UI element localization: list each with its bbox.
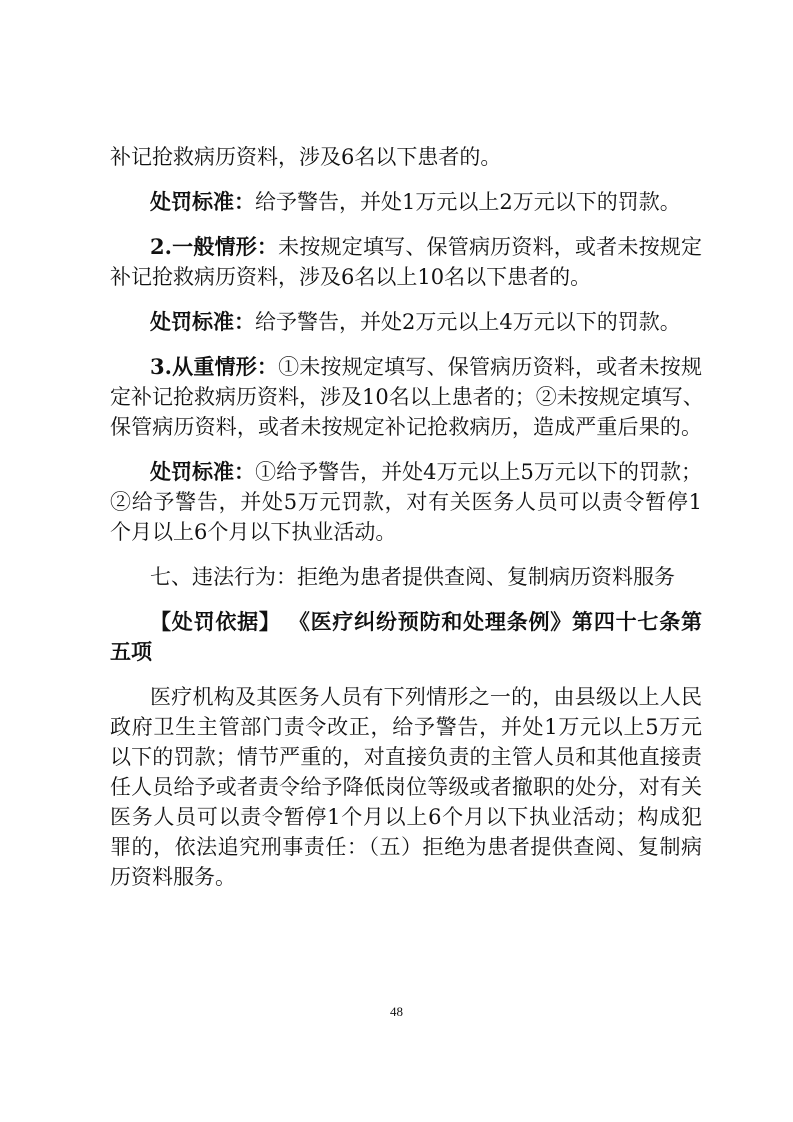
severe-case-label: 3.从重情形： — [150, 354, 279, 379]
penalty-standard-label: 处罚标准： — [150, 309, 255, 334]
text-line: 补记抢救病历资料，涉及6名以下患者的。 — [110, 145, 502, 169]
text-line: ②给予警告，并处5万元罚款，对有关医务人员可以责令暂停1 — [110, 490, 702, 514]
text-line: 罪的，依法追究刑事责任：（五）拒绝为患者提供查阅、复制病 — [110, 835, 702, 859]
penalty-standard-text: 给予警告，并处2万元以上4万元以下的罚款。 — [255, 310, 681, 334]
text-line: 任人员给予或者责令给予降低岗位等级或者撤职的处分，对有关 — [110, 775, 702, 799]
text-line: 个月以上6个月以下执业活动。 — [110, 520, 397, 544]
general-case-text: 未按规定填写、保管病历资料，或者未按规定 — [278, 235, 702, 259]
general-case-line — [150, 232, 702, 262]
penalty-standard-line — [150, 457, 702, 487]
penalty-standard-text: ①给予警告，并处4万元以上5万元以下的罚款； — [255, 460, 702, 484]
penalty-standard-line — [150, 187, 702, 217]
text-line: 保管病历资料，或者未按规定补记抢救病历，造成严重后果的。 — [110, 415, 702, 439]
severe-case-line — [150, 352, 702, 382]
general-case-label: 2.一般情形： — [150, 234, 279, 259]
text-line: 医疗机构及其医务人员有下列情形之一的，由县级以上人民 — [150, 685, 702, 709]
penalty-standard-text: 给予警告，并处1万元以上2万元以下的罚款。 — [255, 190, 681, 214]
text-line: 以下的罚款；情节严重的，对直接负责的主管人员和其他直接责 — [110, 745, 702, 769]
penalty-standard-line — [150, 307, 702, 337]
text-line: 医务人员可以责令暂停1个月以上6个月以下执业活动；构成犯 — [110, 805, 702, 829]
page-number: 48 — [390, 1004, 403, 1019]
section-heading: 七、违法行为：拒绝为患者提供查阅、复制病历资料服务 — [150, 565, 675, 589]
severe-case-text: ①未按规定填写、保管病历资料，或者未按规 — [278, 355, 702, 379]
text-line: 补记抢救病历资料，涉及6名以上10名以下患者的。 — [110, 265, 592, 289]
text-line: 历资料服务。 — [110, 865, 236, 889]
penalty-basis-heading: 【处罚依据】 《医疗纠纷预防和处理条例》第四十七条第 — [150, 610, 702, 634]
penalty-basis-heading-cont: 五项 — [110, 640, 152, 664]
penalty-standard-label: 处罚标准： — [150, 459, 256, 484]
text-line: 定补记抢救病历资料，涉及10名以上患者的；②未按规定填写、 — [110, 385, 704, 409]
penalty-standard-label: 处罚标准： — [150, 189, 255, 214]
text-line: 政府卫生主管部门责令改正，给予警告，并处1万元以上5万元 — [110, 715, 702, 739]
